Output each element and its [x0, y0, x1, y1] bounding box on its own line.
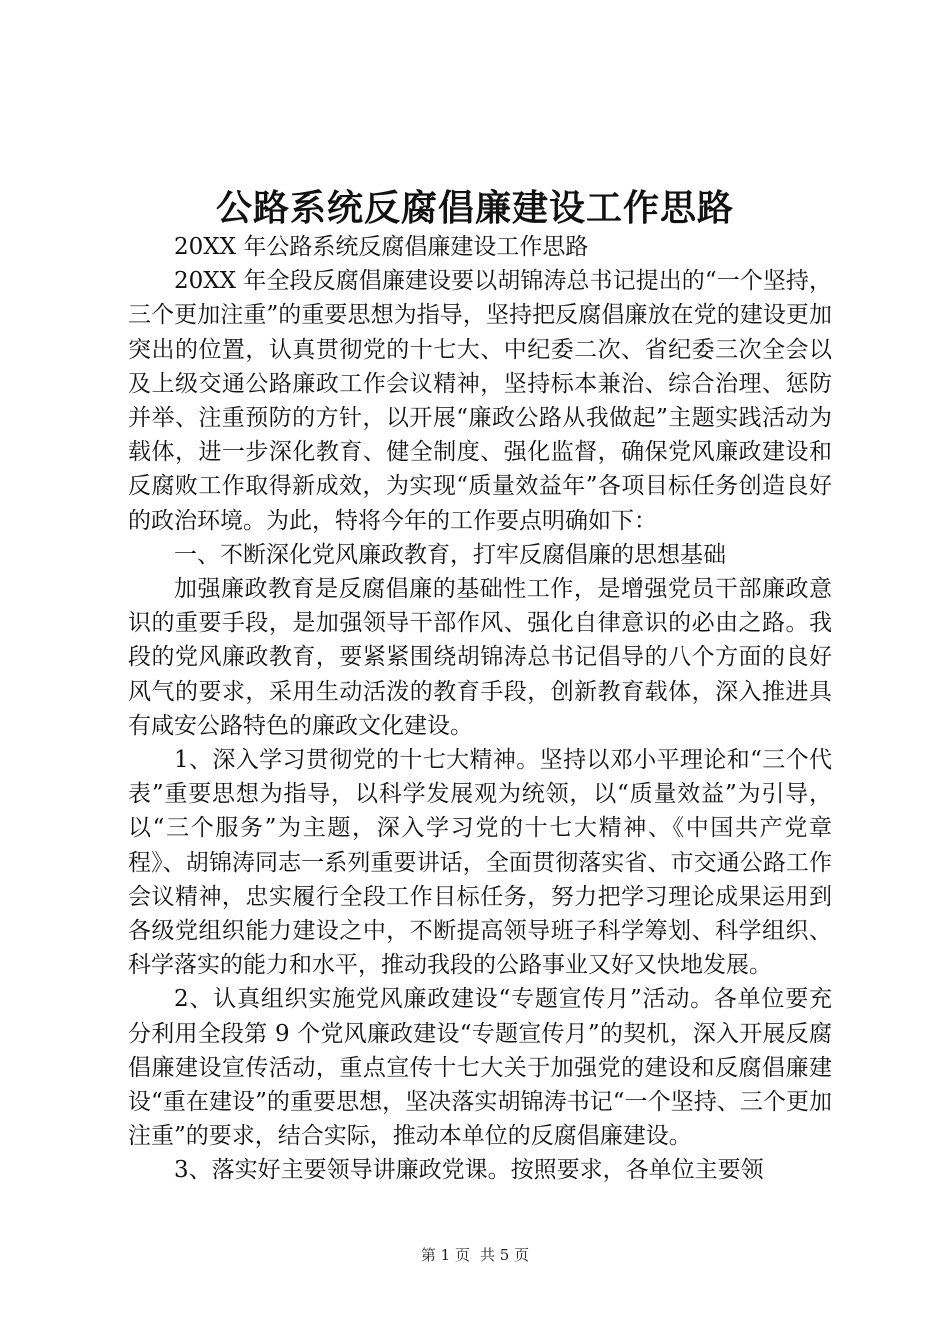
document-title: 公路系统反腐倡廉建设工作思路 — [215, 187, 734, 229]
subtitle-paragraph: 20XX 年公路系统反腐倡廉建设工作思路 — [174, 234, 589, 260]
body-paragraph: 加强廉政教育是反腐倡廉的基础性工作，是增强党员干部廉政意识的重要手段，是加强领导干部作风、强化自律意识的必由之路。我段的党风廉政教育，要紧紧围绕胡锦涛总书记倡导的八个方面的良好风气的要求，采用生动活泼的教育手段，创新教育载体，深入推进具有咸安公路特色的廉政文化建设。 — [128, 576, 832, 739]
list-item-paragraph: 3、落实好主要领导讲廉政党课。按照要求，各单位主要领 — [174, 1157, 764, 1184]
intro-paragraph: 20XX 年全段反腐倡廉建设要以胡锦涛总书记提出的“一个坚持，三个更加注重”的重要思想为指导，坚持把反腐倡廉放在党的建设更加突出的位置，认真贯彻党的十七大、中纪委二次、省纪委三次全会以及上级交通公路廉政工作会议精神，坚持标本兼治、综合治理、惩防并举、注重预防的方针，以开展“廉政公路从我做起”主题实践活动为载体，进一步深化教育、健全制度、强化监督，确保党风廉政建设和反腐败工作取得新成效，为实现“质量效益年”各项目标任务创造良好的政治环境。为此，特将今年的工作要点明确如下： — [128, 268, 832, 534]
list-item-paragraph: 1、深入学习贯彻党的十七大精神。坚持以邓小平理论和“三个代表”重要思想为指导，以科学发展观为统领，以“质量效益”为引导，以“三个服务”为主题，深入学习党的十七大精神、《中国共产党章程》、胡锦涛同志一系列重要讲话，全面贯彻落实省、市交通公路工作会议精神，忠实履行全段工作目标任务，努力把学习理论成果运用到各级党组织能力建设之中，不断提高领导班子科学筹划、科学组织、科学落实的能力和水平，推动我段的公路事业又好又快地发展。 — [128, 747, 832, 979]
page-number: 第 1 页 — [420, 1246, 470, 1264]
page-footer — [0, 1245, 950, 1265]
section-heading: 一、不断深化党风廉政教育，打牢反腐倡廉的思想基础 — [174, 541, 726, 568]
list-item-paragraph: 2、认真组织实施党风廉政建设“专题宣传月”活动。各单位要充分利用全段第 9 个党风廉政建设“专题宣传月”的契机，深入开展反腐倡廉建设宣传活动，重点宣传十七大关于加强党的建设和反腐倡廉建设“重在建设”的重要思想，坚决落实胡锦涛书记“一个坚持、三个更加注重”的要求，结合实际，推动本单位的反腐倡廉建设。 — [128, 986, 832, 1150]
page-total: 共 5 页 — [480, 1246, 530, 1264]
document-body — [128, 230, 832, 1188]
